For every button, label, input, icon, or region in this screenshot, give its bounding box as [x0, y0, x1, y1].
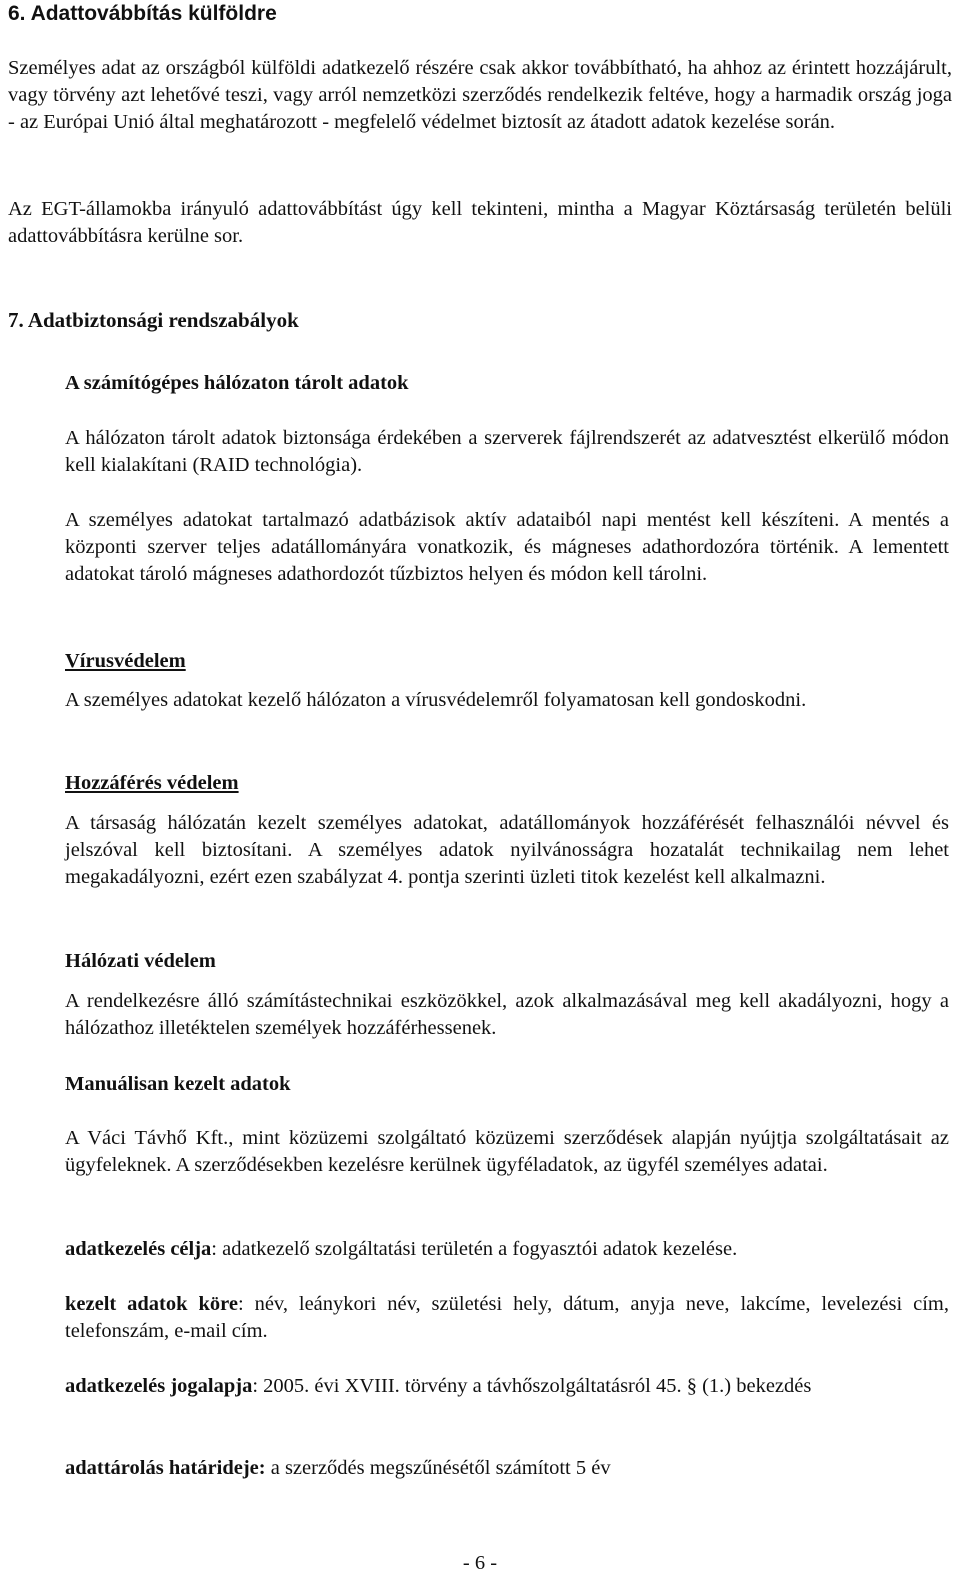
item-purpose-text: adatkezelő szolgáltatási területén a fogyasztói adatok kezelése. [217, 1238, 738, 1260]
item-scope-sep: : [237, 1293, 244, 1315]
item-scope-text: név, leánykori név, születési hely, dátum, anyja neve, lakcíme, levelezési cím, telefonszám, e-mail cím. [65, 1293, 949, 1342]
item-retention-label: adattárolás határideje: [65, 1457, 266, 1479]
section-7-heading: 7. Adatbiztonsági rendszabályok [8, 308, 299, 332]
item-legal-basis-sep: : [252, 1375, 259, 1397]
section-6-paragraph-2: Az EGT-államokba irányuló adattovábbítást úgy kell tekinteni, mintha a Magyar Köztársaság területén belüli adattovábbításra kerülne sor. [8, 198, 952, 247]
item-scope [65, 1291, 949, 1345]
subsection-access-title: Hozzáférés védelem [65, 772, 239, 794]
section-6-heading: 6. Adattovábbítás külföldre [8, 2, 277, 25]
subsection-antivirus-title: Vírusvédelem [65, 650, 186, 672]
network-paragraph: A rendelkezésre álló számítástechnikai eszközökkel, azok alkalmazásával meg kell akadályozni, hogy a hálózathoz illetéktelen személyek hozzáférhessenek. [65, 990, 949, 1039]
item-retention-text: a szerződés megszűnésétől számított 5 év [265, 1457, 611, 1479]
item-purpose [65, 1236, 949, 1263]
item-purpose-label: adatkezelés célja [65, 1238, 212, 1260]
network-stored-paragraph-1: A hálózaton tárolt adatok biztonsága érdekében a szerverek fájlrendszerét az adatvesztést elkerülő módon kell kialakítani (RAID technológia). [65, 427, 949, 476]
subsection-manual-title: Manuálisan kezelt adatok [65, 1073, 291, 1095]
item-purpose-sep: : [211, 1238, 217, 1260]
page-number: - 6 - [462, 1552, 498, 1574]
manual-paragraph: A Váci Távhő Kft., mint közüzemi szolgáltató közüzemi szerződések alapján nyújtja szolgáltatásait az ügyfeleknek. A szerződésekben kezelésre kerülnek ügyféladatok, az ügyfél személyes adatai. [65, 1127, 949, 1176]
section-6-paragraph-1: Személyes adat az országból külföldi adatkezelő részére csak akkor továbbítható, ha ahhoz az érintett hozzájárult, vagy törvény azt lehetővé teszi, vagy arról nemzetközi szerződés rendelkezik feltéve, hogy a harmadik ország joga - az Európai Unió által meghatározott - megfelelő védelmet biztosít az átadott adatok kezelése során. [8, 57, 952, 133]
antivirus-paragraph: A személyes adatokat kezelő hálózaton a vírusvédelemről folyamatosan kell gondoskodni. [65, 689, 807, 711]
item-legal-basis-label: adatkezelés jogalapja [65, 1375, 253, 1397]
subsection-network-stored-title: A számítógépes hálózaton tárolt adatok [65, 372, 409, 394]
network-stored-paragraph-2: A személyes adatokat tartalmazó adatbázisok aktív adataiból napi mentést kell készíteni. A mentés a központi szerver teljes adatállományára vonatkozik, és mágneses adathordozóra történik. A lementett adatokat tároló mágneses adathordozót tűzbiztos helyen és módon kell tárolni. [65, 509, 949, 585]
item-scope-label: kezelt adatok köre [65, 1293, 238, 1315]
subsection-network-title: Hálózati védelem [65, 950, 216, 972]
item-retention [65, 1455, 949, 1482]
item-legal-basis-text: 2005. évi XVIII. törvény a távhőszolgáltatásról 45. § (1.) bekezdés [258, 1375, 812, 1397]
access-paragraph: A társaság hálózatán kezelt személyes adatokat, adatállományok hozzáférését felhasználói névvel és jelszóval kell biztosítani. A személyes adatok nyilvánosságra hozatalát technikailag nem lehet megakadályozni, ezért ezen szabályzat 4. pontja szerinti üzleti titok kezelést kell alkalmazni. [65, 812, 949, 888]
item-legal-basis [65, 1373, 949, 1400]
